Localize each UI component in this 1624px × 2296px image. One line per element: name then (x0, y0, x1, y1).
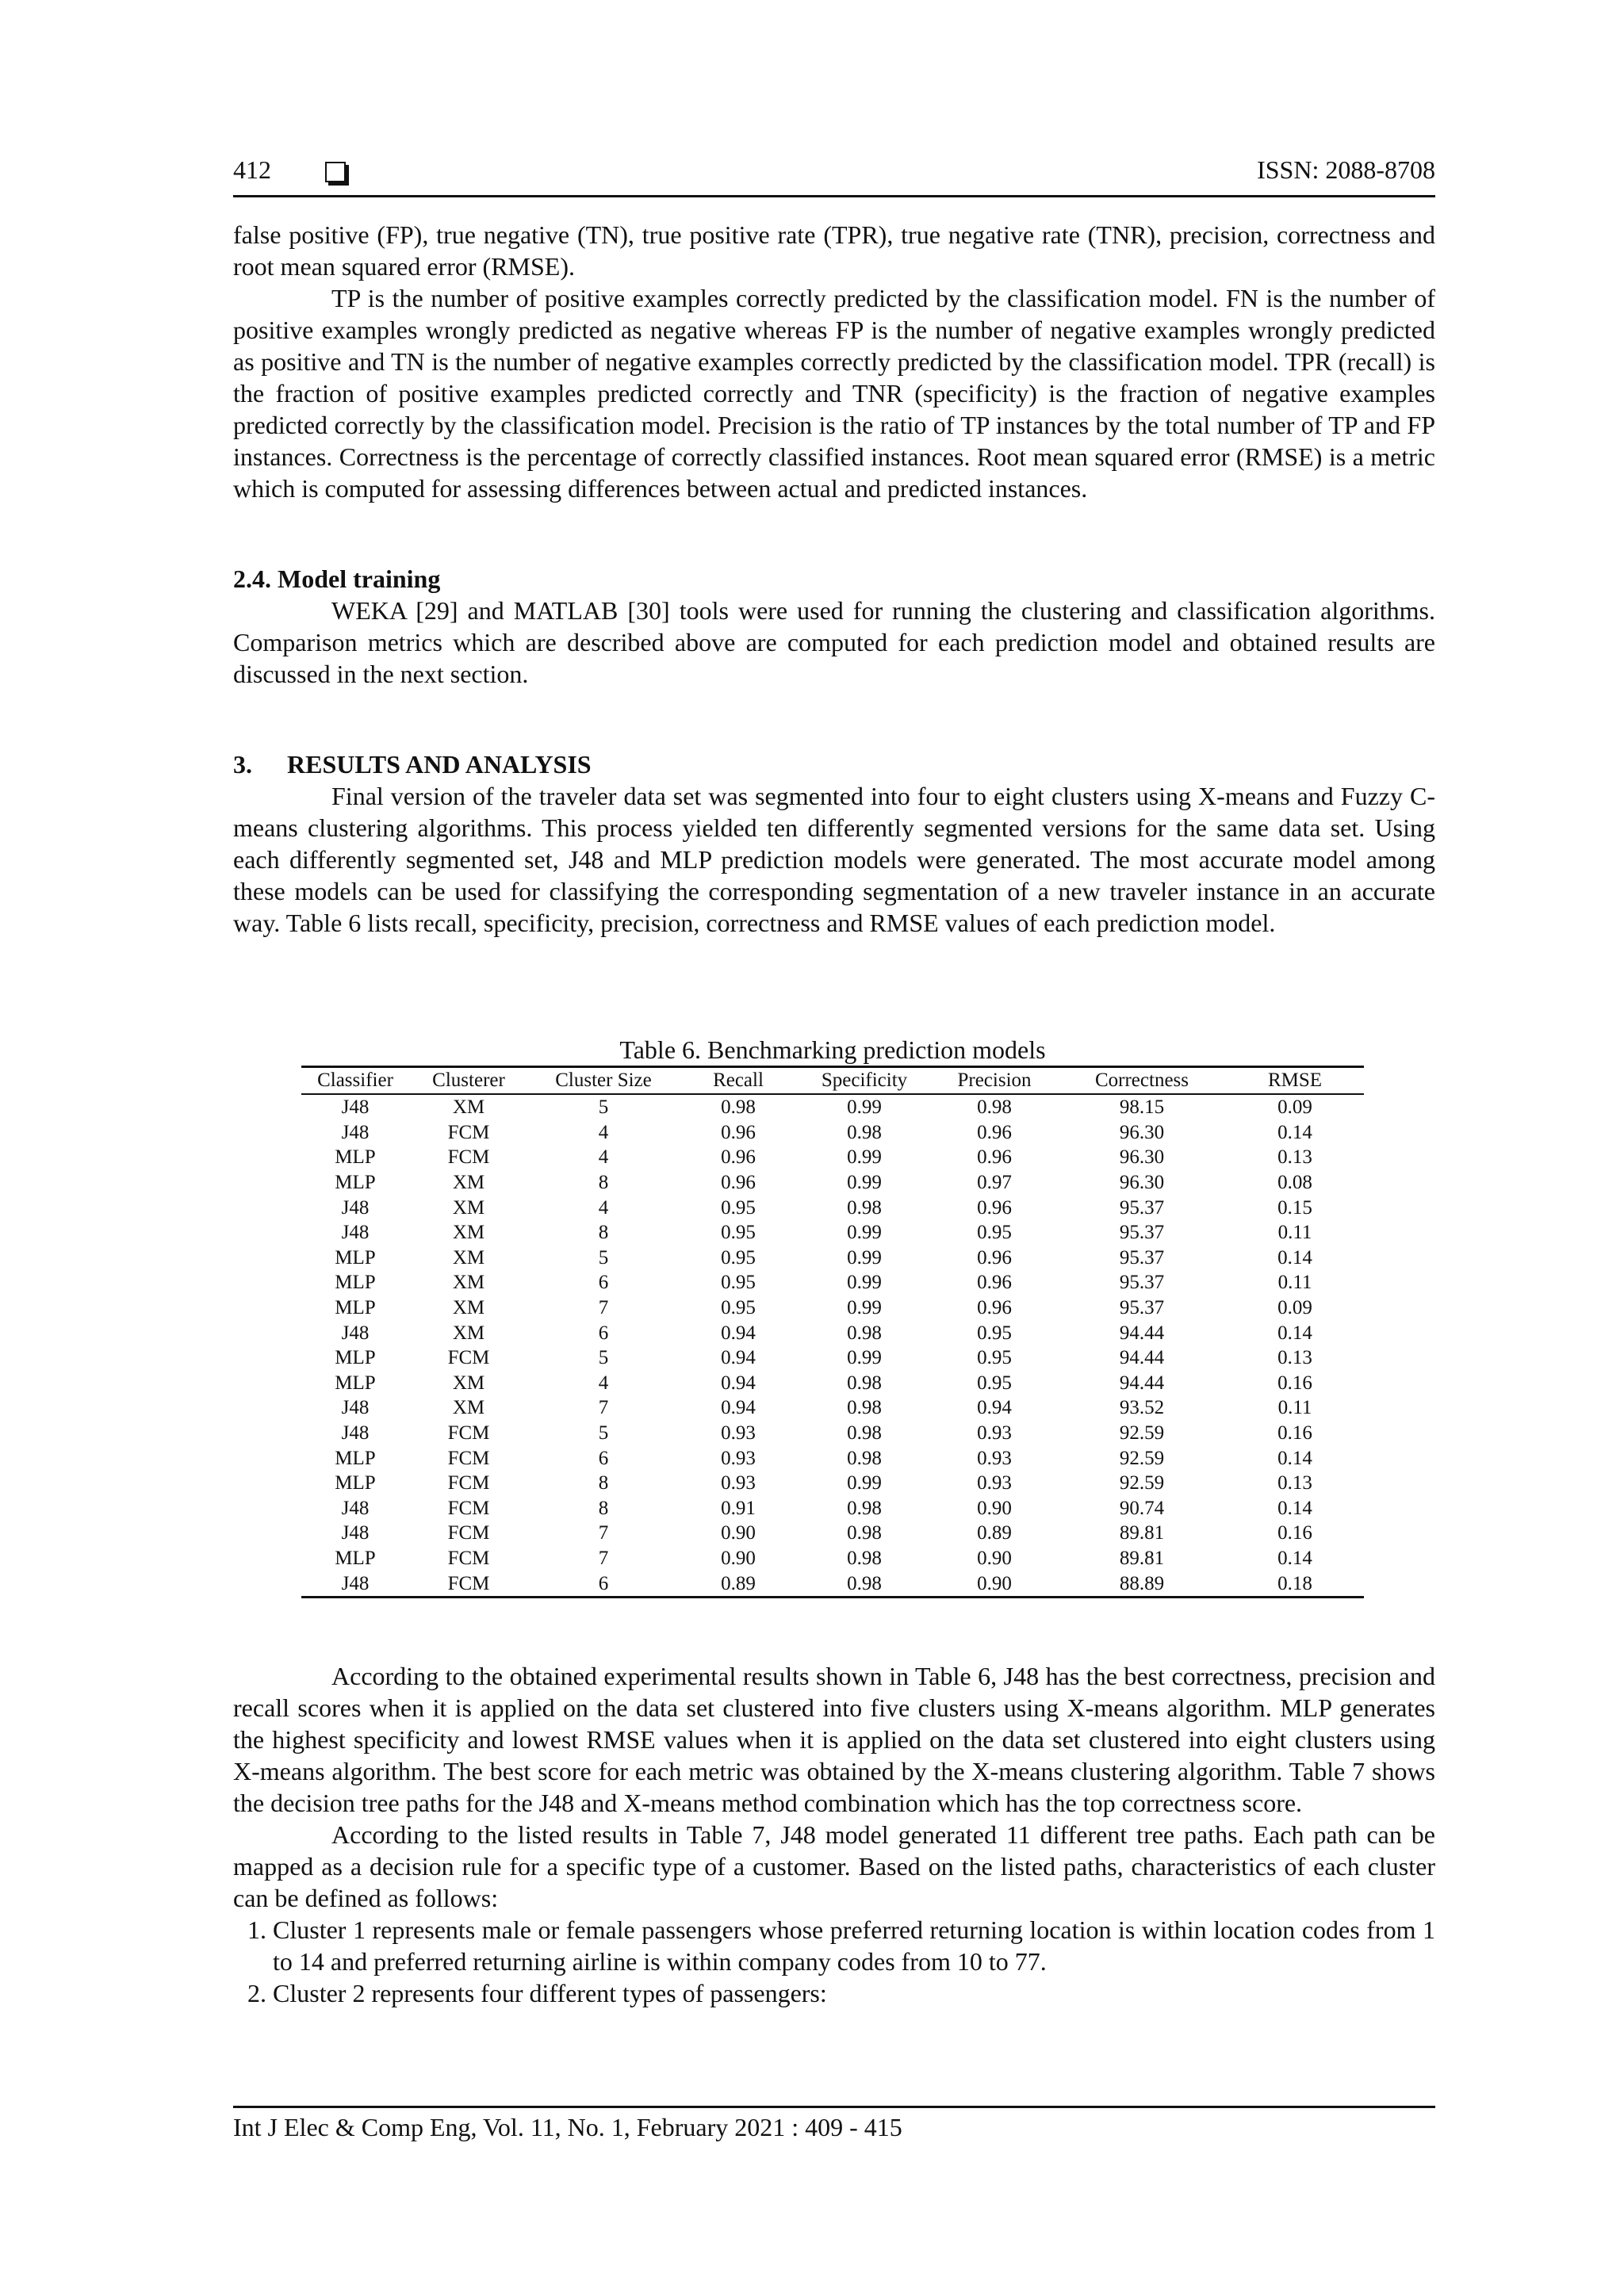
intro-paragraph: false positive (FP), true negative (TN), true positive rate (TPR), true negative rate (TNR), precision, correctness and root mean squared error (RMSE). (233, 220, 1435, 281)
table-cell: 0.14 (1277, 1547, 1312, 1569)
table-caption: Table 6. Benchmarking prediction models (619, 1035, 1046, 1064)
table-cell: 0.98 (721, 1096, 756, 1119)
table-cell: J48 (341, 1522, 370, 1544)
section-2-4 (233, 563, 1435, 690)
list-item: 1. Cluster 1 represents male or female passengers whose preferred returning location is within location codes from 1 to 14 and preferred returning airline is within company codes from 10 to 77. (273, 1914, 1435, 1977)
table-cell: 6 (528, 1571, 679, 1597)
column-header: Recall (679, 1067, 798, 1095)
table-cell: 4 (598, 1196, 609, 1219)
table-cell: FCM (447, 1447, 490, 1469)
table-row (301, 1270, 1364, 1295)
table-cell: 0.94 (977, 1397, 1012, 1419)
table-cell: 0.98 (847, 1322, 882, 1344)
table-cell: XM (452, 1222, 485, 1244)
table-cell: 0.99 (847, 1472, 882, 1494)
table-cell: 0.96 (977, 1272, 1012, 1294)
column-header: Precision (931, 1067, 1058, 1095)
table-cell: 5 (598, 1347, 609, 1369)
table-cell: J48 (341, 1397, 370, 1419)
list-item: 2. Cluster 2 represents four different types of passengers: (273, 1977, 1435, 2009)
table-row (301, 1571, 1364, 1597)
table-cell: XM (452, 1196, 485, 1219)
table-cell: 0.94 (721, 1322, 756, 1344)
table-row (301, 1145, 1364, 1170)
section-title: RESULTS AND ANALYSIS (287, 750, 592, 779)
table-row (301, 1295, 1364, 1321)
table-row (301, 1445, 1364, 1471)
table-cell: 0.94 (721, 1347, 756, 1369)
table-cell: 0.99 (847, 1246, 882, 1269)
table-cell: 8 (598, 1172, 609, 1194)
table-cell: 0.99 (847, 1172, 882, 1194)
table-cell: J48 (341, 1196, 370, 1219)
column-header: Classifier (301, 1067, 409, 1095)
table-cell: 0.98 (847, 1447, 882, 1469)
table-cell: 0.93 (977, 1472, 1012, 1494)
table-cell: 94.44 (1119, 1347, 1165, 1369)
table-cell: 0.99 (847, 1146, 882, 1169)
table-cell: 92.59 (1119, 1472, 1165, 1494)
table-cell: 5 (598, 1246, 609, 1269)
table-cell: 0.96 (977, 1121, 1012, 1143)
table-cell: 93.52 (1119, 1397, 1165, 1419)
table-cell: 0.96 (977, 1146, 1012, 1169)
column-header: Cluster Size (528, 1067, 679, 1095)
table-cell: 90.74 (1119, 1497, 1165, 1519)
table-cell: 0.98 (847, 1422, 882, 1445)
table-cell: XM (452, 1297, 485, 1319)
table-cell: 0.90 (931, 1571, 1058, 1597)
running-header (233, 155, 1435, 197)
table-row (301, 1521, 1364, 1546)
table-cell: 0.99 (847, 1347, 882, 1369)
table-cell: 0.99 (847, 1222, 882, 1244)
table-cell: 7 (598, 1547, 609, 1569)
body-text-top (233, 219, 1435, 504)
table-cell: 7 (598, 1522, 609, 1544)
table-row (301, 1220, 1364, 1246)
benchmark-table (301, 1066, 1364, 1598)
table-cell: FCM (447, 1347, 490, 1369)
table-cell: 0.93 (977, 1422, 1012, 1445)
table-row (301, 1546, 1364, 1571)
section-heading-results (233, 748, 1435, 780)
table-cell: 5 (598, 1422, 609, 1445)
table-cell: 0.16 (1277, 1522, 1312, 1544)
table-cell: 0.91 (721, 1497, 756, 1519)
journal-issn: ISSN: 2088-8708 (1257, 155, 1435, 184)
table-cell: XM (452, 1096, 485, 1119)
cluster-list (233, 1914, 1435, 2009)
table-cell: FCM (447, 1146, 490, 1169)
column-header: Clusterer (409, 1067, 528, 1095)
column-header: Correctness (1058, 1067, 1226, 1095)
table-cell: XM (452, 1322, 485, 1344)
table-row (301, 1421, 1364, 1446)
table-row (301, 1246, 1364, 1271)
table-cell: 0.96 (977, 1196, 1012, 1219)
table-cell: 89.81 (1119, 1522, 1165, 1544)
section-number: 3. (233, 750, 252, 779)
table-cell: 5 (598, 1096, 609, 1119)
table-cell: 0.96 (721, 1121, 756, 1143)
table-cell: 0.16 (1277, 1422, 1312, 1445)
table-cell: 0.95 (721, 1272, 756, 1294)
table-cell: 0.94 (721, 1372, 756, 1394)
table-cell: 94.44 (1119, 1322, 1165, 1344)
table-cell: 0.95 (977, 1347, 1012, 1369)
model-training-paragraph: WEKA [29] and MATLAB [30] tools were used for running the clustering and classification algorithms. Comparison metrics which are described above are computed for each prediction model and obtained results are discussed in the next section. (233, 596, 1435, 688)
table-cell: 0.95 (721, 1196, 756, 1219)
section-heading-model-training: 2.4. Model training (233, 564, 441, 593)
table-cell: FCM (447, 1422, 490, 1445)
table-cell: 96.30 (1119, 1146, 1165, 1169)
table-cell: 4 (598, 1121, 609, 1143)
table-cell: MLP (335, 1472, 376, 1494)
table-row (301, 1371, 1364, 1396)
table-cell: 0.98 (847, 1121, 882, 1143)
table-cell: 0.96 (977, 1297, 1012, 1319)
table-cell: 8 (598, 1472, 609, 1494)
table-cell: 0.08 (1277, 1172, 1312, 1194)
results-intro-paragraph: Final version of the traveler data set was segmented into four to eight clusters using X-means and Fuzzy C-means clustering algorithms. This process yielded ten differently segmented versions for the same data set. Using each differently segmented set, J48 and MLP prediction models were generated. The most accurate model among these models can be used for classifying the corresponding segmentation of a new traveler instance in an accurate way. Table 6 lists recall, specificity, precision, correctness and RMSE values of each prediction model. (233, 782, 1435, 937)
table-cell: 0.98 (847, 1522, 882, 1544)
table-cell: 4 (598, 1372, 609, 1394)
table-cell: 0.95 (721, 1246, 756, 1269)
table-cell: 95.37 (1119, 1272, 1165, 1294)
table-cell: 95.37 (1119, 1246, 1165, 1269)
table-cell: 92.59 (1119, 1447, 1165, 1469)
table-cell: XM (452, 1372, 485, 1394)
table-cell: FCM (447, 1121, 490, 1143)
table-cell: 0.93 (721, 1447, 756, 1469)
body-text-bottom (233, 1660, 1435, 2009)
table-cell: 0.97 (977, 1172, 1012, 1194)
table-cell: 92.59 (1119, 1422, 1165, 1445)
table-cell: 0.93 (721, 1422, 756, 1445)
table-cell: 96.30 (1119, 1172, 1165, 1194)
table-cell: FCM (447, 1547, 490, 1569)
table-cell: 0.98 (798, 1571, 931, 1597)
table-cell: 0.18 (1226, 1571, 1364, 1597)
table-cell: 0.98 (847, 1547, 882, 1569)
table-cell: J48 (341, 1222, 370, 1244)
definitions-paragraph: TP is the number of positive examples correctly predicted by the classification model. FN is the number of positive examples wrongly predicted as negative whereas FP is the number of negative examples wrongly predicted as positive and TN is the number of negative examples correctly predicted by the classification model. TPR (recall) is the fraction of positive examples predicted correctly and TNR (specificity) is the fraction of negative examples predicted correctly by the classification model. Precision is the ratio of TP instances by the total number of TP and FP instances. Correctness is the percentage of correctly classified instances. Root mean squared error (RMSE) is a metric which is computed for assessing differences between actual and predicted instances. (233, 284, 1435, 503)
table-cell: J48 (341, 1121, 370, 1143)
table-cell: 88.89 (1058, 1571, 1226, 1597)
table-cell: 7 (598, 1397, 609, 1419)
table-cell: 95.37 (1119, 1196, 1165, 1219)
table-cell: 6 (598, 1322, 609, 1344)
results-paragraph-2: According to the listed results in Table 7, J48 model generated 11 different tree paths. Each path can be mapped as a decision rule for a specific type of a customer. Based on the listed paths, characteristics of each cluster can be defined as follows: (233, 1820, 1435, 1912)
table-cell: MLP (335, 1347, 376, 1369)
table-cell: 0.94 (721, 1397, 756, 1419)
table-cell: 0.95 (721, 1297, 756, 1319)
table-cell: 0.11 (1277, 1222, 1312, 1244)
column-header: RMSE (1226, 1067, 1364, 1095)
table-row (301, 1320, 1364, 1345)
table-cell: 89.81 (1119, 1547, 1165, 1569)
table-cell: 4 (598, 1146, 609, 1169)
table-cell: 0.93 (977, 1447, 1012, 1469)
table-cell: 0.96 (977, 1246, 1012, 1269)
table-cell: J48 (341, 1422, 370, 1445)
table-cell: 0.13 (1277, 1146, 1312, 1169)
table-cell: 96.30 (1119, 1121, 1165, 1143)
table-cell: 0.96 (721, 1146, 756, 1169)
table-cell: 0.90 (977, 1497, 1012, 1519)
table-cell: 0.95 (977, 1222, 1012, 1244)
table-cell: 95.37 (1119, 1222, 1165, 1244)
table-row (301, 1195, 1364, 1220)
table-row (301, 1170, 1364, 1196)
table-cell: 0.14 (1277, 1322, 1312, 1344)
table-cell: XM (452, 1172, 485, 1194)
table-cell: 0.13 (1277, 1472, 1312, 1494)
table-cell: 0.89 (679, 1571, 798, 1597)
table-cell: 0.99 (847, 1297, 882, 1319)
table-cell: 6 (598, 1447, 609, 1469)
table-cell: J48 (301, 1571, 409, 1597)
table-cell: 0.98 (847, 1397, 882, 1419)
page-number: 412 (233, 155, 271, 184)
table-cell: 7 (598, 1297, 609, 1319)
table-cell: 8 (598, 1497, 609, 1519)
table-row (301, 1094, 1364, 1120)
table-cell: 0.90 (977, 1547, 1012, 1569)
table-cell: 0.98 (847, 1497, 882, 1519)
table-cell: 0.93 (721, 1472, 756, 1494)
table-cell: 0.15 (1277, 1196, 1312, 1219)
footer-citation: Int J Elec & Comp Eng, Vol. 11, No. 1, February 2021 : 409 - 415 (233, 2113, 902, 2141)
table-cell: 0.98 (977, 1096, 1012, 1119)
running-footer (233, 2106, 1435, 2142)
table-cell: MLP (335, 1297, 376, 1319)
table-cell: 0.14 (1277, 1121, 1312, 1143)
table-cell: MLP (335, 1547, 376, 1569)
table-cell: 0.11 (1277, 1272, 1312, 1294)
column-header: Specificity (798, 1067, 931, 1095)
table-cell: FCM (447, 1522, 490, 1544)
table-cell: 0.99 (847, 1272, 882, 1294)
table-cell: XM (452, 1272, 485, 1294)
table-cell: 0.96 (721, 1172, 756, 1194)
table-cell: 8 (598, 1222, 609, 1244)
section-3 (233, 748, 1435, 939)
table-cell: 94.44 (1119, 1372, 1165, 1394)
table-cell: 0.14 (1277, 1447, 1312, 1469)
table-cell: 0.95 (977, 1372, 1012, 1394)
table-cell: MLP (335, 1372, 376, 1394)
table-cell: 0.98 (847, 1372, 882, 1394)
table-cell: 0.95 (721, 1222, 756, 1244)
table-row (301, 1496, 1364, 1521)
table-cell: J48 (341, 1322, 370, 1344)
table-cell: MLP (335, 1272, 376, 1294)
table-cell: MLP (335, 1172, 376, 1194)
table-cell: 0.90 (721, 1547, 756, 1569)
table-cell: XM (452, 1246, 485, 1269)
table-cell: 0.09 (1277, 1297, 1312, 1319)
table-cell: 0.09 (1277, 1096, 1312, 1119)
square-bullet-icon (325, 162, 346, 182)
table-cell: MLP (335, 1146, 376, 1169)
table-body (301, 1094, 1364, 1597)
table-cell: MLP (335, 1246, 376, 1269)
table-cell: J48 (341, 1497, 370, 1519)
table-cell: FCM (447, 1472, 490, 1494)
table-cell: FCM (447, 1497, 490, 1519)
table-row (301, 1345, 1364, 1371)
table-cell: 0.89 (977, 1522, 1012, 1544)
table-row (301, 1120, 1364, 1146)
table-cell: MLP (335, 1447, 376, 1469)
table-cell: 0.11 (1277, 1397, 1312, 1419)
table-cell: 0.16 (1277, 1372, 1312, 1394)
table-cell: 6 (598, 1272, 609, 1294)
table-cell: 0.14 (1277, 1246, 1312, 1269)
table-cell: 0.13 (1277, 1347, 1312, 1369)
table-cell: 95.37 (1119, 1297, 1165, 1319)
table-cell: FCM (409, 1571, 528, 1597)
table-row (301, 1395, 1364, 1421)
table-cell: 98.15 (1119, 1096, 1165, 1119)
table-row (301, 1471, 1364, 1496)
table-cell: J48 (341, 1096, 370, 1119)
table-header-row (301, 1067, 1364, 1095)
table-cell: 0.95 (977, 1322, 1012, 1344)
table-cell: 0.99 (847, 1096, 882, 1119)
table-cell: 0.98 (847, 1196, 882, 1219)
table-cell: 0.90 (721, 1522, 756, 1544)
table-cell: XM (452, 1397, 485, 1419)
table-cell: 0.14 (1277, 1497, 1312, 1519)
results-paragraph-1: According to the obtained experimental results shown in Table 6, J48 has the best correctness, precision and recall scores when it is applied on the data set clustered into five clusters using X-means algorithm. MLP generates the highest specificity and lowest RMSE values when it is applied on the data set clustered into eight clusters using X-means algorithm. The best score for each metric was obtained by the X-means clustering algorithm. Table 7 shows the decision tree paths for the J48 and X-means method combination which has the top correctness score. (233, 1662, 1435, 1817)
